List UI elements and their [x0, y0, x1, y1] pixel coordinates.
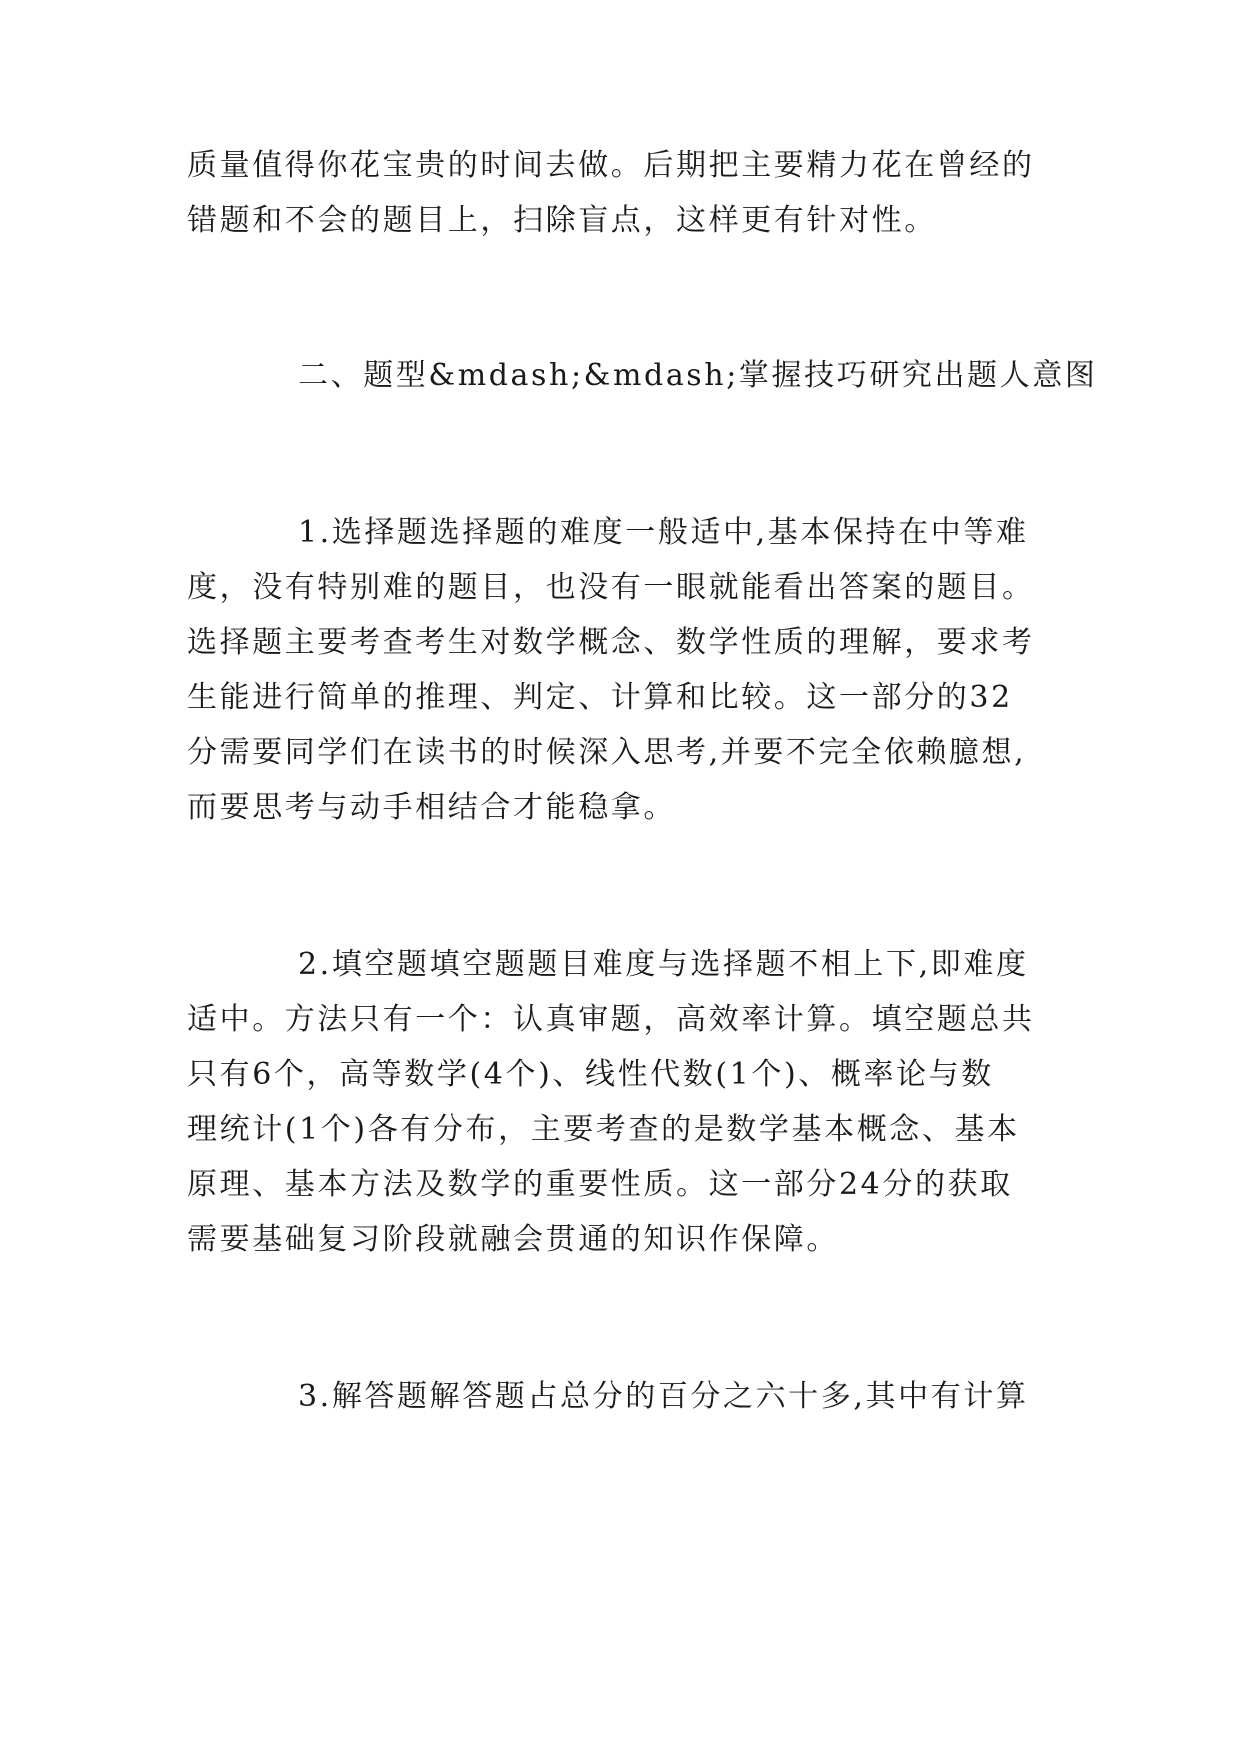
text-line: 错题和不会的题目上，扫除盲点，这样更有针对性。: [187, 203, 937, 238]
text-line: 分需要同学们在读书的时候深入思考,并要不完全依赖臆想,: [187, 735, 1027, 770]
text-line: 原理、基本方法及数学的重要性质。这一部分24分的获取: [187, 1167, 1013, 1202]
text-line: 质量值得你花宝贵的时间去做。后期把主要精力花在曾经的: [187, 148, 1035, 183]
text-line: 需要基础复习阶段就融会贯通的知识作保障。: [187, 1222, 839, 1257]
text-line: 度，没有特别难的题目，也没有一眼就能看出答案的题目。: [187, 570, 1035, 605]
text-line: 1.选择题选择题的难度一般适中,基本保持在中等难: [298, 515, 1029, 550]
text-line: 选择题主要考查考生对数学概念、数学性质的理解，要求考: [187, 625, 1035, 660]
text-line: 而要思考与动手相结合才能稳拿。: [187, 790, 676, 825]
text-line: 只有6个，高等数学(4个)、线性代数(1个)、概率论与数: [187, 1057, 994, 1092]
section-heading: 二、题型&mdash;&mdash;掌握技巧研究出题人意图: [298, 358, 1098, 393]
text-line: 生能进行简单的推理、判定、计算和比较。这一部分的32: [187, 680, 1013, 715]
text-line: 3.解答题解答题占总分的百分之六十多,其中有计算: [298, 1379, 1029, 1414]
text-line: 2.填空题填空题题目难度与选择题不相上下,即难度: [298, 947, 1029, 982]
text-line: 适中。方法只有一个：认真审题，高效率计算。填空题总共: [187, 1002, 1035, 1037]
text-line: 理统计(1个)各有分布，主要考查的是数学基本概念、基本: [187, 1112, 1020, 1147]
